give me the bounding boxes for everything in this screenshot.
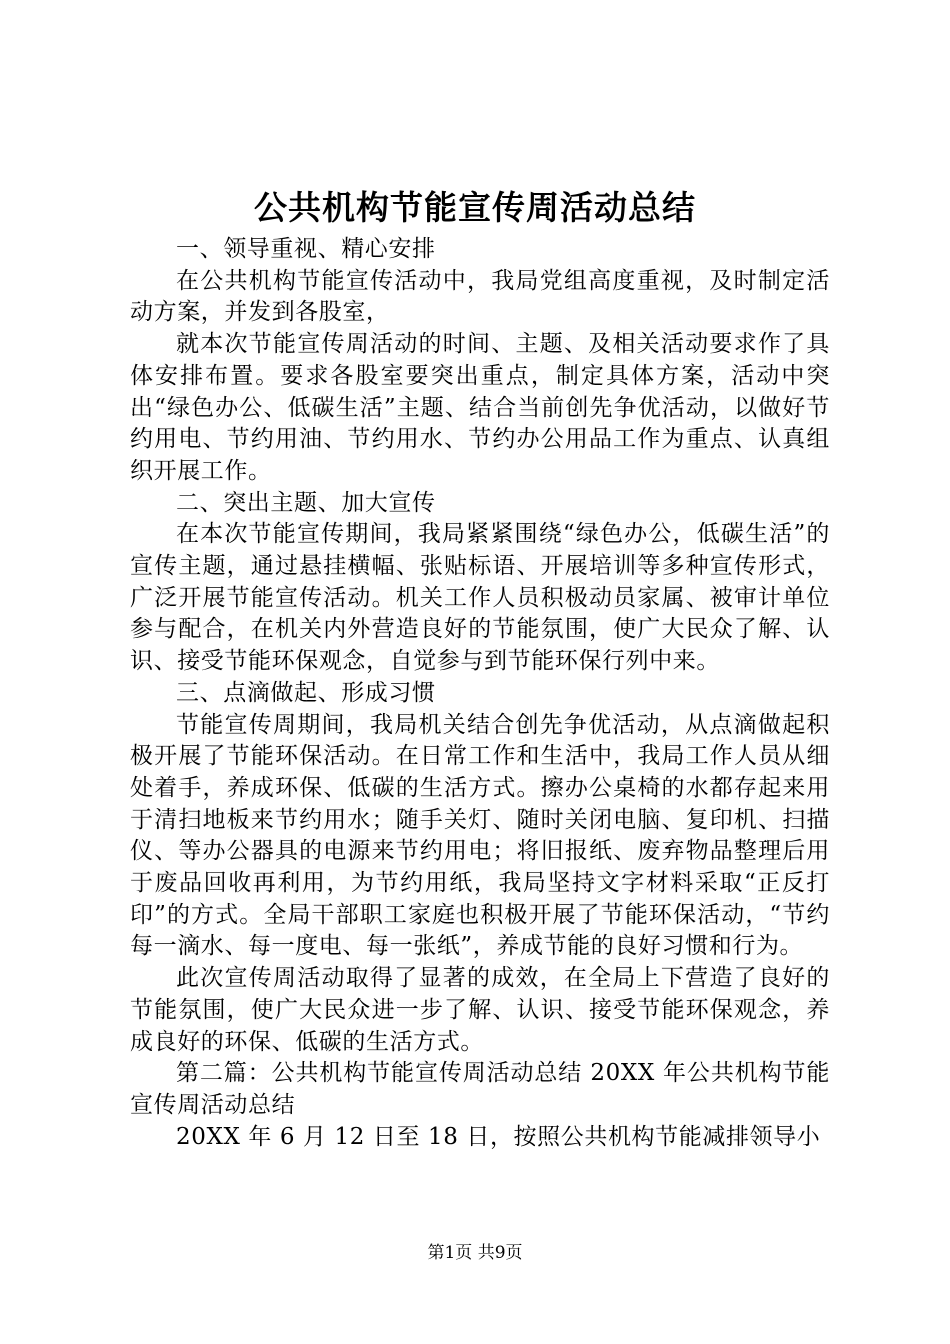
- page-number-footer: 第1页 共9页: [427, 1243, 523, 1263]
- document-body: [130, 234, 830, 1153]
- section-heading-3: 三、点滴做起、形成习惯: [176, 679, 436, 706]
- paragraph: 20XX 年 6 月 12 日至 18 日，按照公共机构节能减排领导小: [176, 1123, 821, 1150]
- paragraph: 在公共机构节能宣传活动中，我局党组高度重视，及时制定活动方案，并发到各股室，: [130, 267, 830, 326]
- document-title: 公共机构节能宣传周活动总结: [254, 188, 696, 227]
- paragraph: 在本次节能宣传期间，我局紧紧围绕“绿色办公，低碳生活”的宣传主题，通过悬挂横幅、张贴标语、开展培训等多种宣传形式，广泛开展节能宣传活动。机关工作人员积极动员家属、被审计单位参与配合，在机关内外营造良好的节能氛围，使广大民众了解、认识、接受节能环保观念，自觉参与到节能环保行列中来。: [130, 521, 830, 675]
- paragraph: 节能宣传周期间，我局机关结合创先争优活动，从点滴做起积极开展了节能环保活动。在日常工作和生活中，我局工作人员从细处着手，养成环保、低碳的生活方式。擦办公桌椅的水都存起来用于清扫地板来节约用水；随手关灯、随时关闭电脑、复印机、扫描仪、等办公器具的电源来节约用电；将旧报纸、废弃物品整理后用于废品回收再利用，为节约用纸，我局坚持文字材料采取“正反打印”的方式。全局干部职工家庭也积极开展了节能环保活动，“节约每一滴水、每一度电、每一张纸”，养成节能的良好习惯和行为。: [130, 711, 830, 960]
- paragraph: 第二篇：公共机构节能宣传周活动总结 20XX 年公共机构节能宣传周活动总结: [130, 1060, 830, 1118]
- section-heading-1: 一、领导重视、精心安排: [176, 236, 436, 262]
- paragraph: 此次宣传周活动取得了显著的成效，在全局上下营造了良好的节能氛围，使广大民众进一步了解、认识、接受节能环保观念，养成良好的环保、低碳的生活方式。: [130, 965, 830, 1055]
- paragraph: 就本次节能宣传周活动的时间、主题、及相关活动要求作了具体安排布置。要求各股室要突出重点，制定具体方案，活动中突出“绿色办公、低碳生活”主题、结合当前创先争优活动，以做好节约用电、节约用油、节约用水、节约办公用品工作为重点、认真组织开展工作。: [130, 331, 830, 484]
- section-heading-2: 二、突出主题、加大宣传: [176, 489, 436, 516]
